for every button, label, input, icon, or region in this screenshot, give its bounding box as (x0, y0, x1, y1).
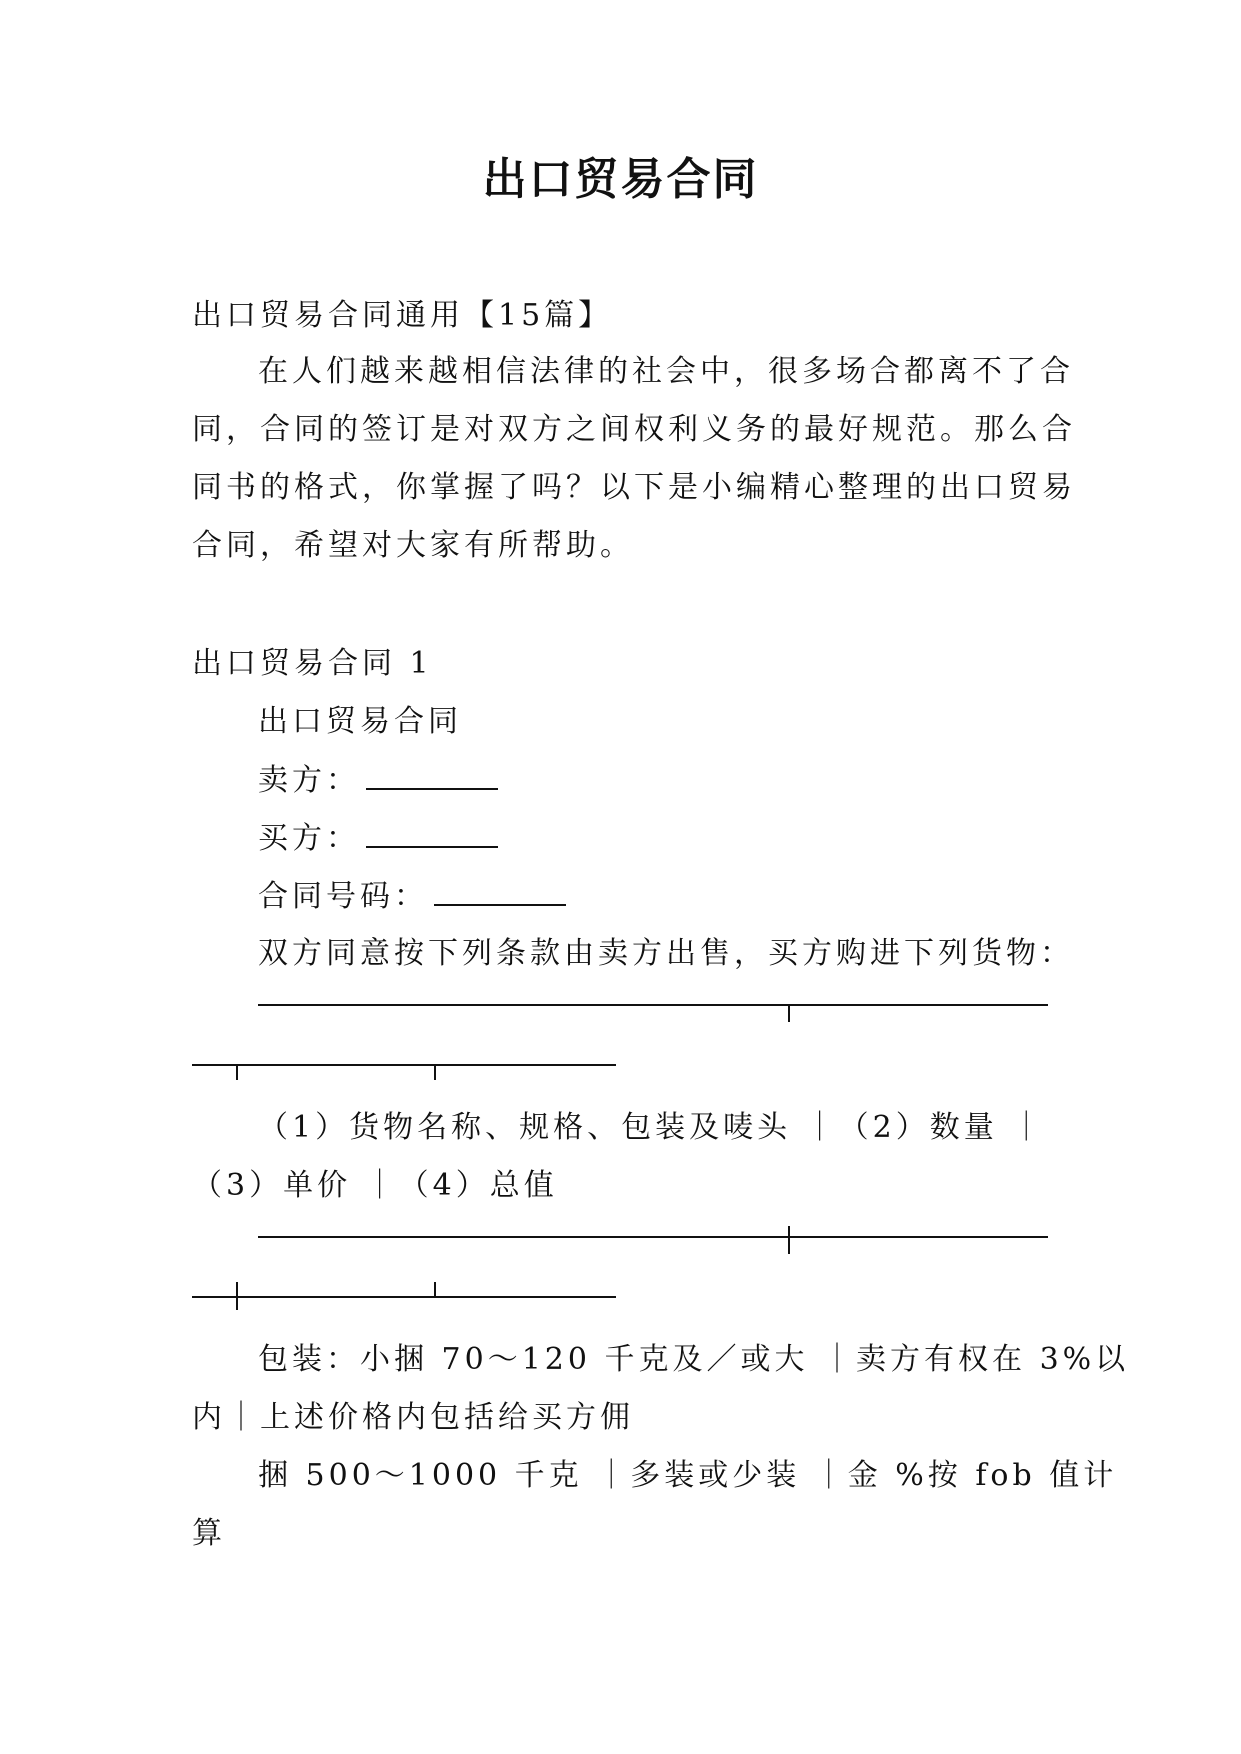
table-rule-tick (788, 1226, 790, 1254)
contract-title: 出口贸易合同 (258, 704, 462, 739)
buyer-blank (366, 818, 498, 848)
table-rule-top (258, 1004, 1048, 1006)
table-header-line-1: （1）货物名称、规格、包装及唛头 ｜（2）数量 ｜ (258, 1110, 1046, 1145)
intro-line-3: 同书的格式，你掌握了吗？以下是小编精心整理的出口贸易 (192, 470, 1076, 505)
seller-label: 卖方： (258, 763, 360, 798)
seller-field (258, 760, 1118, 801)
table-header-line-2: （3）单价 ｜（4）总值 (192, 1168, 558, 1203)
table-rule-tick (434, 1282, 436, 1296)
packing-line-3: 捆 500～1000 千克 ｜多装或少装 ｜金 %按 fob 值计 (258, 1458, 1118, 1493)
buyer-label: 买方： (258, 821, 360, 856)
intro-line-2: 同，合同的签订是对双方之间权利义务的最好规范。那么合 (192, 412, 1076, 447)
intro-line-1: 在人们越来越相信法律的社会中，很多场合都离不了合 (258, 354, 1074, 389)
table-rule-middle (258, 1236, 1048, 1238)
packing-line-1: 包装：小捆 70～120 千克及／或大 ｜卖方有权在 3%以 (258, 1342, 1130, 1377)
document-title: 出口贸易合同 (482, 154, 759, 205)
intro-line-4: 合同，希望对大家有所帮助。 (192, 528, 634, 563)
contract-number-label: 合同号码： (258, 879, 428, 914)
contract-number-field (258, 876, 1118, 917)
table-rule-tick (236, 1064, 238, 1080)
table-rule-tick (788, 1004, 790, 1022)
document-subtitle: 出口贸易合同通用【15篇】 (192, 298, 613, 333)
seller-blank (366, 760, 498, 790)
contract-number-blank (434, 876, 566, 906)
buyer-field (258, 818, 1118, 859)
section-heading: 出口贸易合同 1 (192, 646, 433, 681)
packing-line-4: 算 (192, 1516, 226, 1551)
table-rule-tick (434, 1064, 436, 1080)
table-rule-middle-continued (192, 1296, 616, 1298)
table-rule-tick (236, 1282, 238, 1310)
packing-line-2: 内｜上述价格内包括给买方佣 (192, 1400, 634, 1435)
agreement-line: 双方同意按下列条款由卖方出售，买方购进下列货物： (258, 936, 1074, 971)
table-rule-top-continued (192, 1064, 616, 1066)
